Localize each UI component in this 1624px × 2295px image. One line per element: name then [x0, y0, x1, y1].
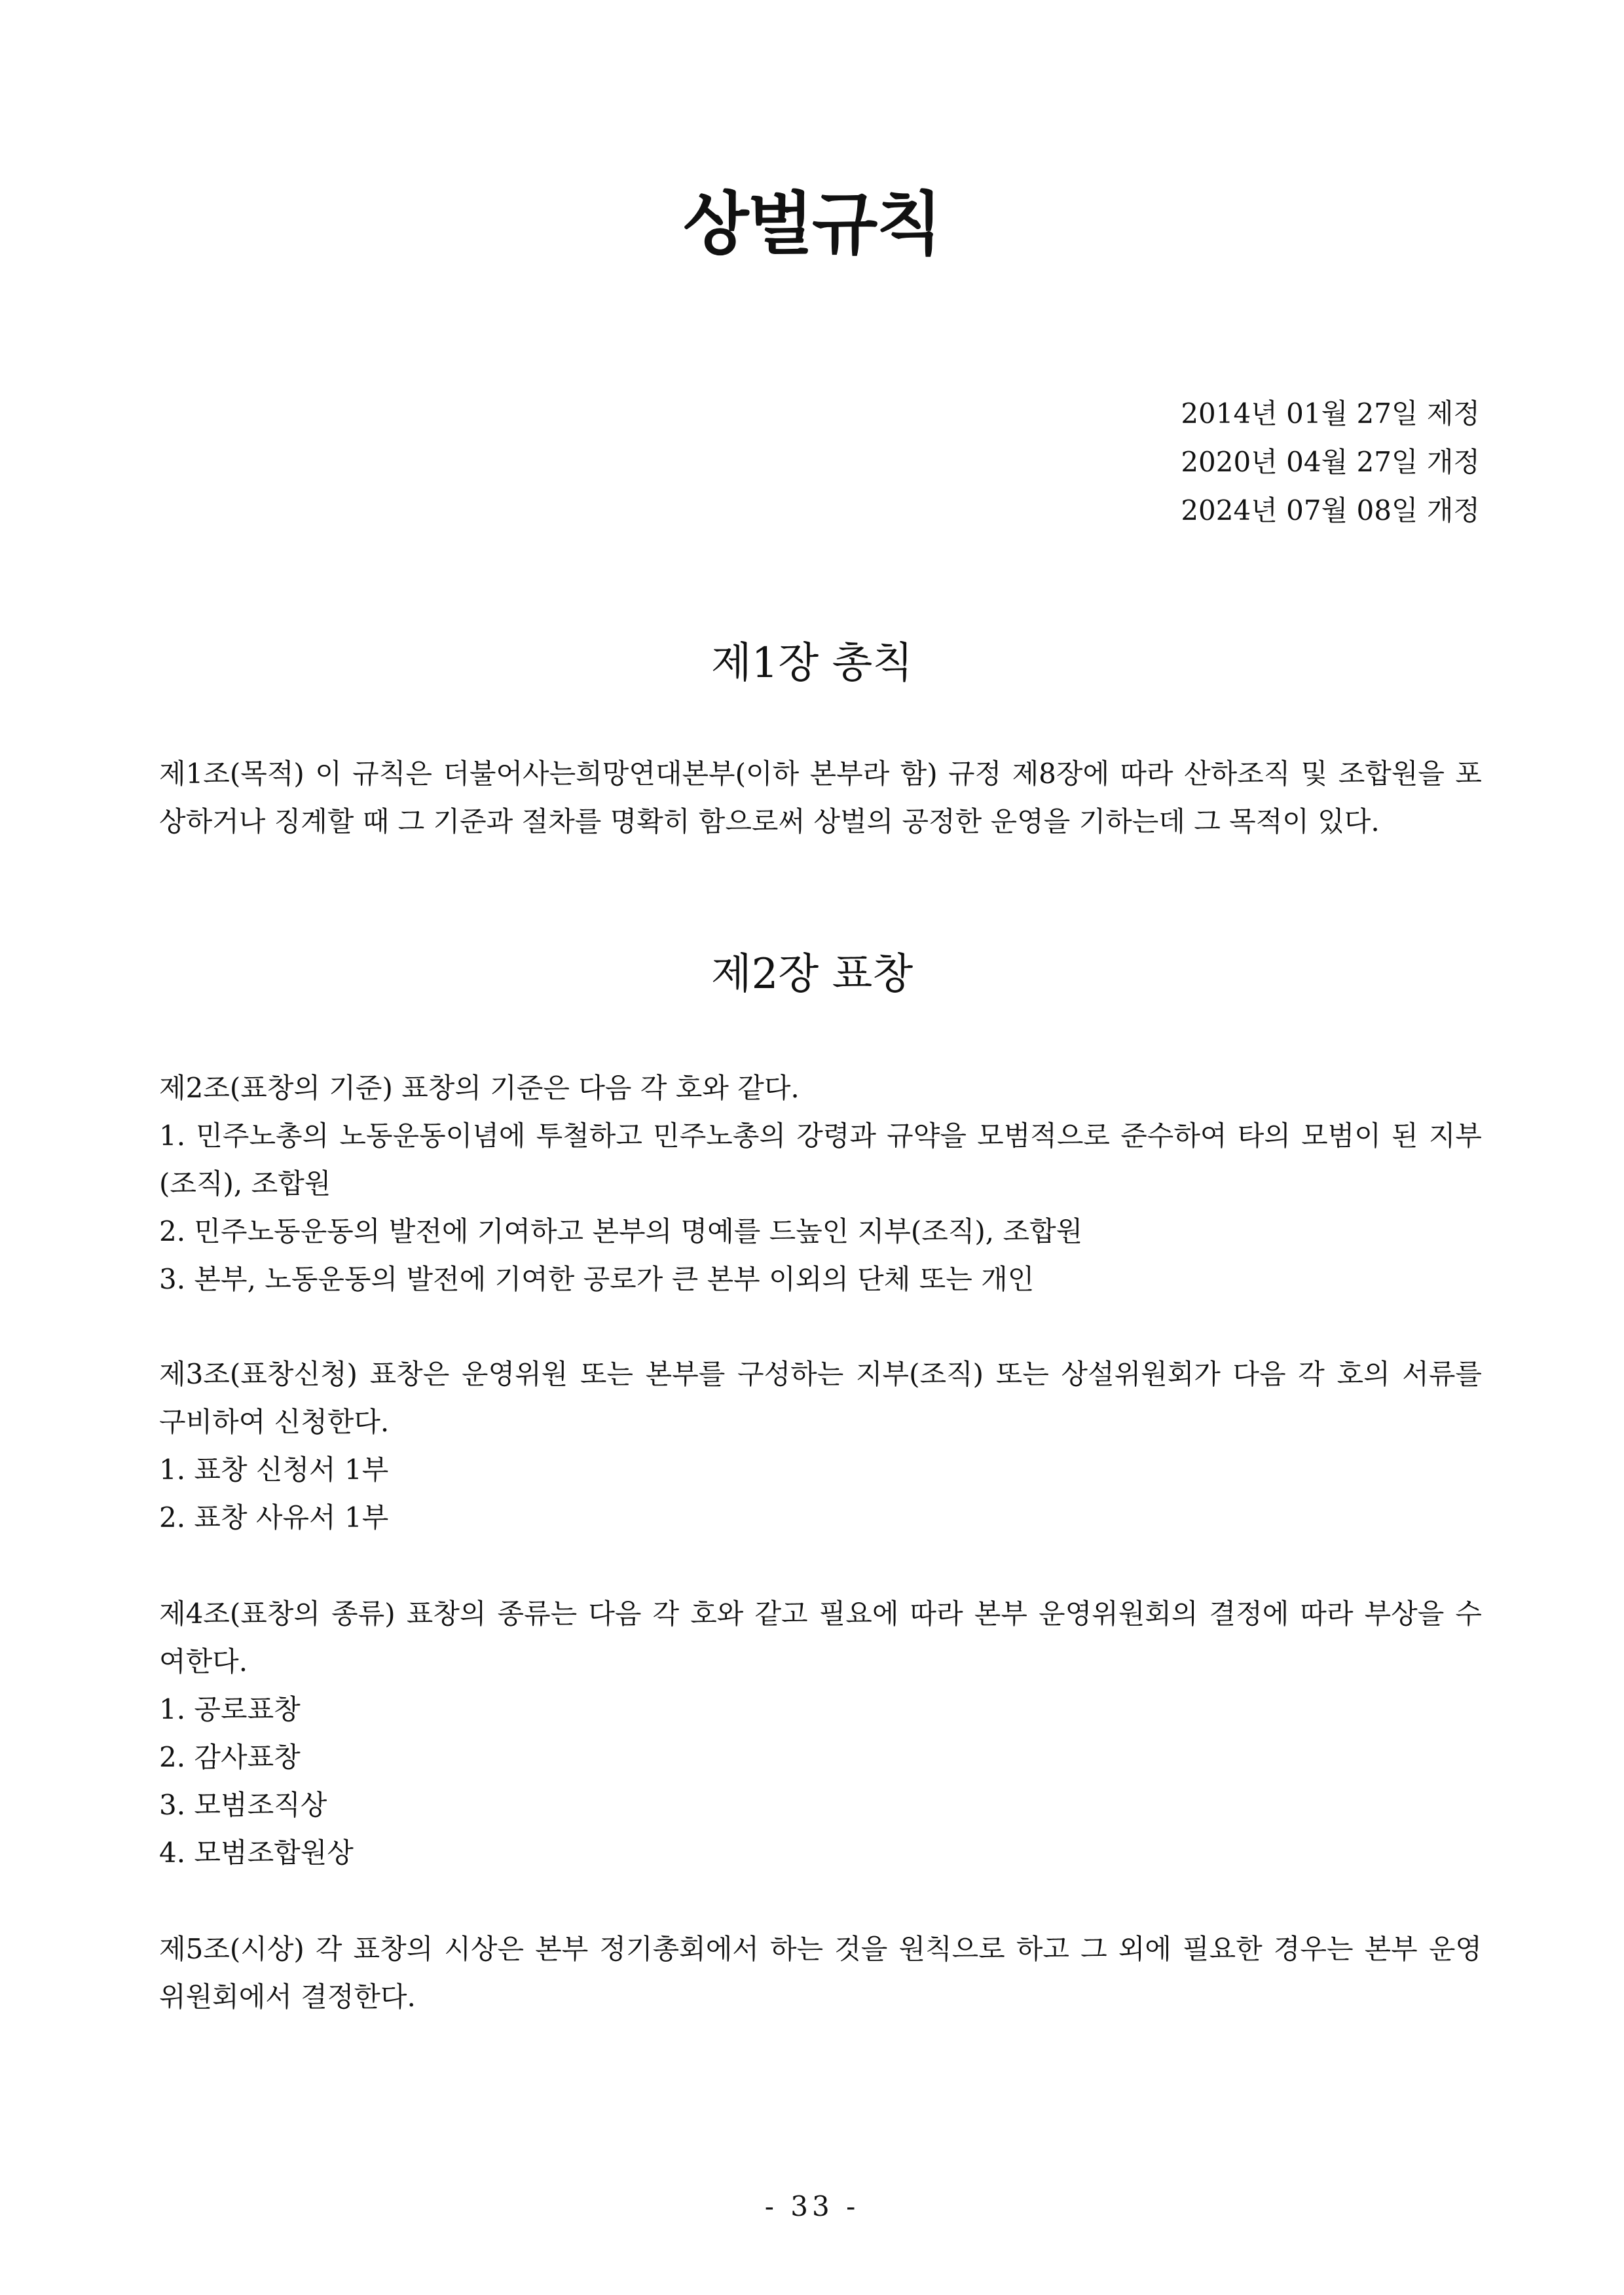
article-4-item-1: 1. 공로표창	[159, 1693, 301, 1725]
enactment-date: 2014년 01월 27일 제정	[1181, 397, 1480, 430]
chapter-1-title: 제1장 총칙	[710, 639, 913, 688]
article-2-item-1-line-2: (조직), 조합원	[159, 1167, 331, 1200]
article-5	[159, 1925, 1482, 2021]
article-2-item-2: 2. 민주노동운동의 발전에 기여하고 본부의 명예를 드높인 지부(조직), 조합원	[159, 1215, 1083, 1247]
article-4	[159, 1590, 1482, 1877]
article-5-line-2: 위원회에서 결정한다.	[159, 1981, 416, 2013]
article-2-heading: 제2조(표창의 기준) 표창의 기준은 다음 각 호와 같다.	[159, 1072, 800, 1104]
article-4-line-2: 여한다.	[159, 1645, 248, 1678]
article-4-item-3: 3. 모범조직상	[159, 1789, 327, 1821]
article-3-item-1: 1. 표창 신청서 1부	[159, 1454, 389, 1486]
article-3	[159, 1350, 1482, 1541]
page-title: 상벌규칙	[683, 184, 941, 264]
article-3-line-1: 제3조(표창신청) 표창은 운영위원 또는 본부를 구성하는 지부(조직) 또는 상설위원회가 다음 각 호의 서류를	[159, 1358, 1482, 1390]
chapter-2-title: 제2장 표창	[710, 950, 913, 999]
article-4-item-2: 2. 감사표창	[159, 1741, 301, 1773]
article-1-line-1: 제1조(목적) 이 규칙은 더불어사는희망연대본부(이하 본부라 함) 규정 제8장에 따라 산하조직 및 조합원을 포	[159, 758, 1482, 790]
revision-date-1: 2020년 04월 27일 개정	[1181, 446, 1480, 478]
article-2-item-3: 3. 본부, 노동운동의 발전에 기여한 공로가 큰 본부 이외의 단체 또는 개인	[159, 1263, 1035, 1295]
article-4-line-1: 제4조(표창의 종류) 표창의 종류는 다음 각 호와 같고 필요에 따라 본부 운영위원회의 결정에 따라 부상을 수	[159, 1598, 1482, 1630]
article-2-item-1-line-1: 1. 민주노총의 노동운동이념에 투철하고 민주노총의 강령과 규약을 모범적으로 준수하여 타의 모범이 된 지부	[159, 1120, 1482, 1152]
revision-date-2: 2024년 07월 08일 개정	[1181, 494, 1480, 526]
page-number: - 33 -	[764, 2190, 860, 2222]
article-1	[159, 750, 1482, 845]
article-2	[159, 1064, 1482, 1303]
article-1-line-2: 상하거나 징계할 때 그 기준과 절차를 명확히 함으로써 상벌의 공정한 운영을 기하는데 그 목적이 있다.	[159, 805, 1380, 837]
article-3-line-2: 구비하여 신청한다.	[159, 1406, 390, 1438]
article-5-line-1: 제5조(시상) 각 표창의 시상은 본부 정기총회에서 하는 것을 원칙으로 하고 그 외에 필요한 경우는 본부 운영	[159, 1933, 1482, 1965]
article-3-item-2: 2. 표창 사유서 1부	[159, 1501, 389, 1533]
article-4-item-4: 4. 모범조합원상	[159, 1837, 354, 1869]
revision-dates	[1181, 390, 1480, 535]
